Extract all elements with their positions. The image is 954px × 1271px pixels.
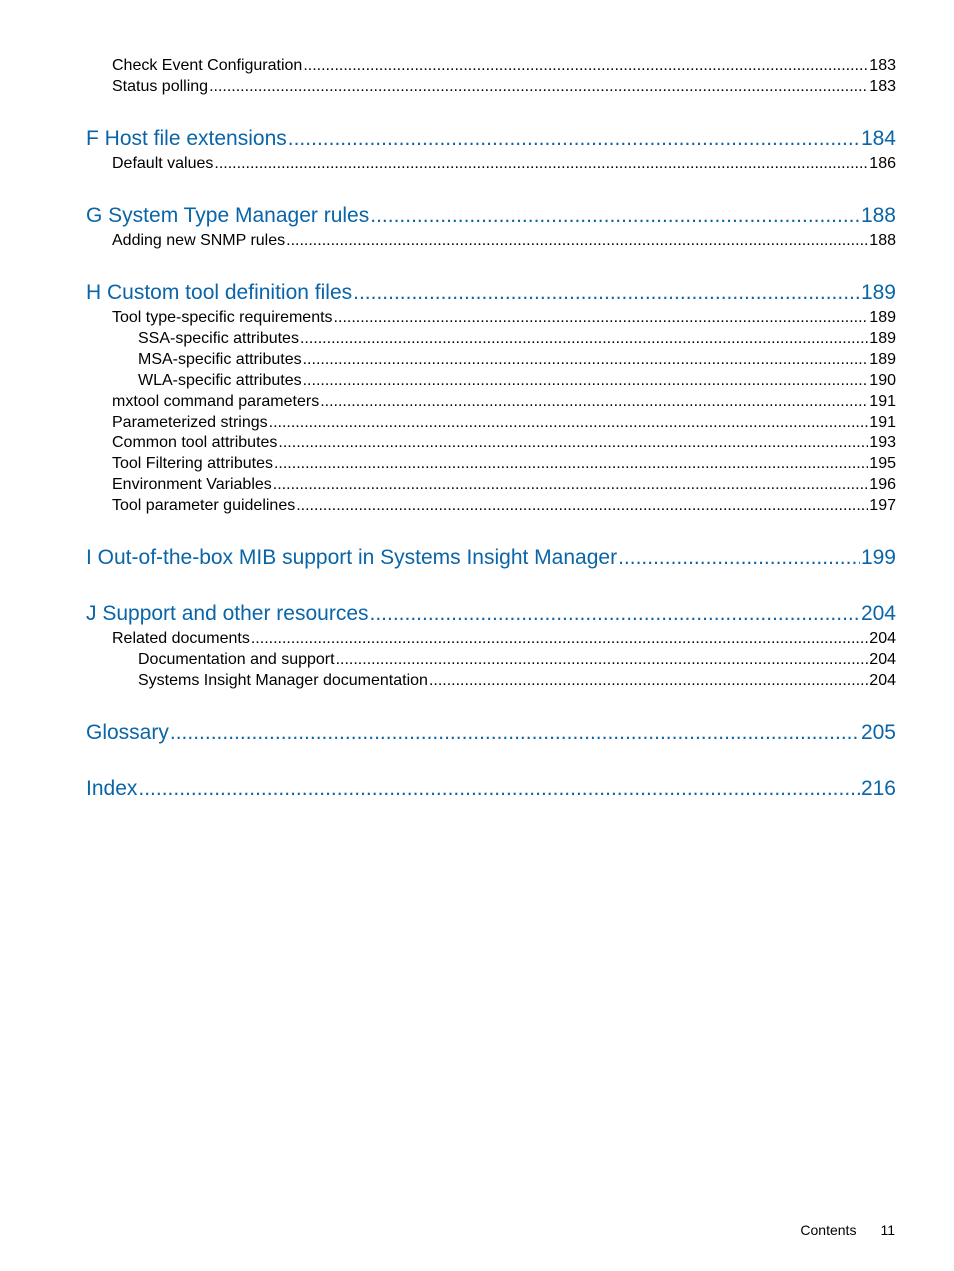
leader-dots — [278, 432, 868, 453]
toc-entry-page: 204 — [869, 651, 896, 668]
toc-heading-page: 199 — [860, 546, 896, 569]
toc-heading[interactable] — [86, 279, 896, 307]
leader-dots — [429, 670, 868, 691]
leader-dots — [296, 495, 868, 516]
toc-entry-title: Status polling — [112, 78, 209, 95]
toc-entry[interactable] — [86, 76, 896, 97]
leader-dots — [303, 370, 869, 391]
toc-entry-page: 189 — [869, 309, 896, 326]
toc-entry-page: 183 — [869, 57, 896, 74]
leader-dots — [370, 600, 860, 628]
toc-entry-page: 191 — [869, 414, 896, 431]
toc-heading-title: J Support and other resources — [86, 602, 369, 625]
toc-entry-title: Check Event Configuration — [112, 57, 303, 74]
leader-dots — [303, 55, 868, 76]
toc-heading-title: Glossary — [86, 721, 169, 744]
toc-entry-title: Related documents — [112, 630, 250, 647]
toc-entry[interactable] — [86, 432, 896, 453]
footer-section-label: Contents — [800, 1222, 857, 1238]
toc-entry-title: Documentation and support — [138, 651, 335, 668]
toc-entry-title: MSA-specific attributes — [138, 351, 302, 368]
leader-dots — [251, 628, 868, 649]
toc-entry-page: 204 — [869, 672, 896, 689]
leader-dots — [286, 230, 868, 251]
leader-dots — [370, 202, 860, 230]
leader-dots — [214, 153, 868, 174]
toc-entry[interactable] — [86, 55, 896, 76]
toc-heading-page: 184 — [860, 127, 896, 150]
toc-entry-title: Adding new SNMP rules — [112, 232, 286, 249]
leader-dots — [353, 279, 860, 307]
toc-heading[interactable] — [86, 544, 896, 572]
toc-heading-title: H Custom tool definition files — [86, 281, 353, 304]
toc-entry[interactable] — [86, 153, 896, 174]
leader-dots — [273, 474, 869, 495]
toc-entry[interactable] — [86, 670, 896, 691]
toc-heading-page: 204 — [860, 602, 896, 625]
toc-entry-page: 189 — [869, 351, 896, 368]
toc-entry-page: 197 — [869, 497, 896, 514]
toc-heading[interactable] — [86, 719, 896, 747]
toc-heading-page: 205 — [860, 721, 896, 744]
leader-dots — [274, 453, 868, 474]
leader-dots — [336, 649, 869, 670]
toc-entry-page: 189 — [869, 330, 896, 347]
toc-entry-title: WLA-specific attributes — [138, 372, 302, 389]
toc-entry[interactable] — [86, 230, 896, 251]
leader-dots — [138, 775, 860, 803]
leader-dots — [334, 307, 869, 328]
toc-entry[interactable] — [86, 453, 896, 474]
toc-entry[interactable] — [86, 370, 896, 391]
toc-entry[interactable] — [86, 412, 896, 433]
toc-entry[interactable] — [86, 628, 896, 649]
toc-entry[interactable] — [86, 349, 896, 370]
toc-entry-title: Tool parameter guidelines — [112, 497, 296, 514]
toc-heading[interactable] — [86, 775, 896, 803]
toc-heading[interactable] — [86, 125, 896, 153]
toc-entry-title: Systems Insight Manager documentation — [138, 672, 428, 689]
leader-dots — [170, 719, 860, 747]
toc-entry-page: 188 — [869, 232, 896, 249]
leader-dots — [269, 412, 869, 433]
leader-dots — [288, 125, 860, 153]
toc-entry-page: 193 — [869, 434, 896, 451]
toc-entry-page: 204 — [869, 630, 896, 647]
toc-heading-title: I Out-of-the-box MIB support in Systems Insight Manager — [86, 546, 618, 569]
toc-heading-title: G System Type Manager rules — [86, 204, 370, 227]
footer-page-number: 11 — [880, 1222, 895, 1238]
leader-dots — [320, 391, 868, 412]
toc-heading-page: 188 — [860, 204, 896, 227]
toc-heading[interactable] — [86, 600, 896, 628]
leader-dots — [618, 544, 860, 572]
leader-dots — [209, 76, 868, 97]
toc-entry-page: 195 — [869, 455, 896, 472]
toc-entry[interactable] — [86, 307, 896, 328]
toc-entry-page: 186 — [869, 155, 896, 172]
toc-entry-title: Default values — [112, 155, 214, 172]
toc-entry[interactable] — [86, 474, 896, 495]
toc-entry-page: 191 — [869, 393, 896, 410]
leader-dots — [303, 349, 869, 370]
toc-heading-page: 189 — [860, 281, 896, 304]
toc-entry-page: 190 — [869, 372, 896, 389]
leader-dots — [300, 328, 868, 349]
toc-entry-title: Tool type-specific requirements — [112, 309, 333, 326]
toc-heading-title: Index — [86, 777, 138, 800]
toc-entry-title: mxtool command parameters — [112, 393, 320, 410]
toc-entry-title: SSA-specific attributes — [138, 330, 299, 347]
toc-entry[interactable] — [86, 495, 896, 516]
toc-entry-title: Environment Variables — [112, 476, 272, 493]
toc-entry-title: Common tool attributes — [112, 434, 278, 451]
toc-entry[interactable] — [86, 649, 896, 670]
toc-heading-title: F Host file extensions — [86, 127, 287, 150]
page-footer — [800, 1222, 895, 1238]
toc-entry-title: Tool Filtering attributes — [112, 455, 273, 472]
toc-heading[interactable] — [86, 202, 896, 230]
toc-heading-page: 216 — [860, 777, 896, 800]
toc-entry-page: 183 — [869, 78, 896, 95]
toc-entry[interactable] — [86, 328, 896, 349]
toc-entry-title: Parameterized strings — [112, 414, 268, 431]
toc-entry[interactable] — [86, 391, 896, 412]
toc-entry-page: 196 — [869, 476, 896, 493]
